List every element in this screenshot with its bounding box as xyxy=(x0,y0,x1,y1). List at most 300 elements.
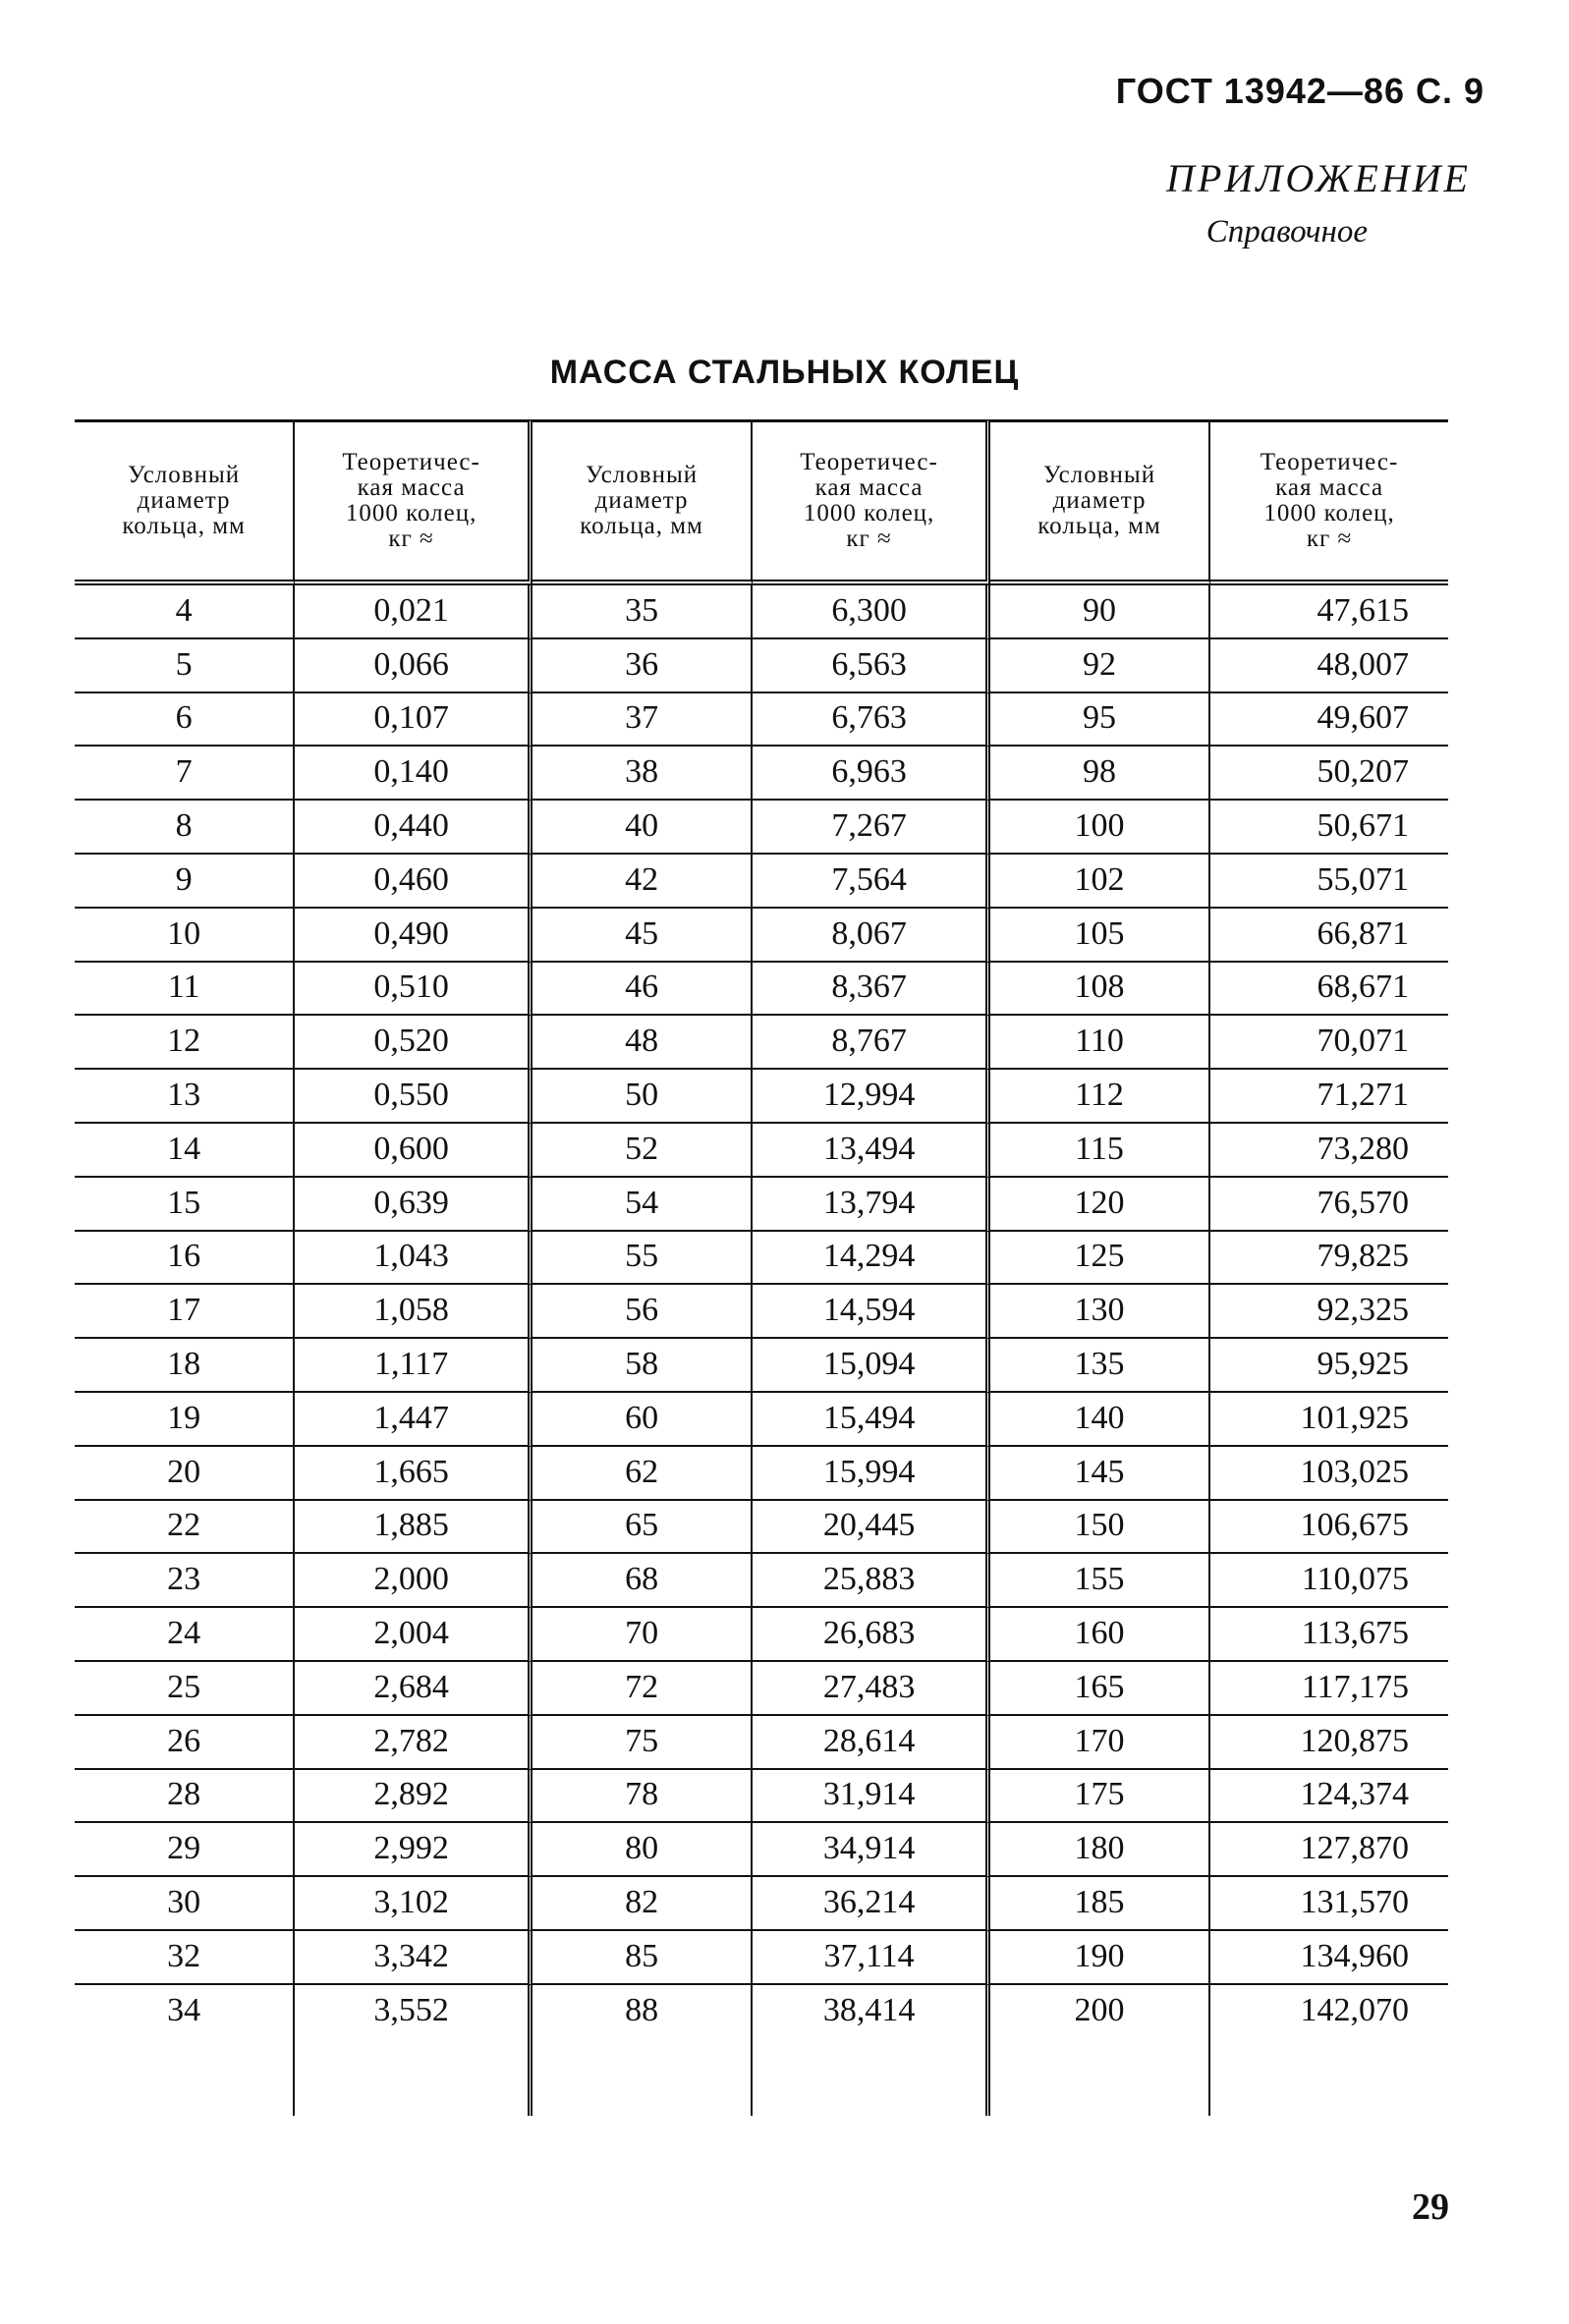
cell-mass xyxy=(753,1178,990,1232)
table-row xyxy=(75,1393,1448,1447)
cell-mass xyxy=(295,1608,532,1662)
cell-value: 0,066 xyxy=(373,645,449,683)
filler-cell xyxy=(295,2037,532,2116)
cell-value: 102 xyxy=(1074,860,1125,898)
cell-diameter xyxy=(75,1070,295,1124)
cell-mass xyxy=(753,801,990,855)
cell-value: 165 xyxy=(1074,1668,1125,1705)
cell-mass xyxy=(1210,909,1448,963)
cell-mass xyxy=(753,1608,990,1662)
cell-mass xyxy=(295,639,532,693)
header-mass xyxy=(1210,419,1448,585)
cell-value: 52 xyxy=(625,1130,659,1167)
table-row xyxy=(75,1662,1448,1716)
cell-mass xyxy=(295,1554,532,1608)
header-line: Теоретичес- xyxy=(342,449,480,475)
table-row xyxy=(75,1877,1448,1931)
cell-diameter xyxy=(990,1931,1210,1985)
cell-value: 78 xyxy=(625,1776,659,1813)
cell-value: 31,914 xyxy=(822,1776,916,1813)
cell-value: 22 xyxy=(167,1507,201,1544)
cell-value: 13,494 xyxy=(822,1130,916,1167)
cell-diameter xyxy=(990,801,1210,855)
cell-value: 0,639 xyxy=(373,1184,449,1221)
cell-diameter xyxy=(75,909,295,963)
cell-value: 110 xyxy=(1075,1023,1124,1060)
cell-mass xyxy=(295,1501,532,1555)
table-title: МАССА СТАЛЬНЫХ КОЛЕЦ xyxy=(549,354,1020,391)
cell-diameter xyxy=(75,747,295,801)
cell-value: 38,414 xyxy=(822,1991,916,2028)
cell-value: 2,992 xyxy=(373,1830,449,1867)
cell-value: 15,994 xyxy=(822,1453,916,1490)
cell-mass xyxy=(753,693,990,747)
cell-value: 85 xyxy=(625,1937,659,1974)
cell-value: 38 xyxy=(625,753,659,791)
table-row xyxy=(75,1501,1448,1555)
cell-value: 70,071 xyxy=(1317,1023,1409,1060)
cell-value: 0,021 xyxy=(373,591,449,629)
cell-value: 95,925 xyxy=(1317,1345,1409,1382)
cell-diameter xyxy=(990,1662,1210,1716)
cell-value: 14 xyxy=(167,1130,201,1167)
cell-mass xyxy=(295,1393,532,1447)
cell-mass xyxy=(295,1447,532,1501)
cell-value: 34 xyxy=(167,1991,201,2028)
cell-mass xyxy=(753,1662,990,1716)
table-row xyxy=(75,909,1448,963)
cell-value: 98 xyxy=(1083,753,1117,791)
cell-mass xyxy=(753,1124,990,1178)
cell-mass xyxy=(1210,1124,1448,1178)
table-row xyxy=(75,1178,1448,1232)
cell-value: 2,004 xyxy=(373,1614,449,1651)
cell-value: 2,892 xyxy=(373,1776,449,1813)
cell-diameter xyxy=(75,693,295,747)
table-body xyxy=(75,585,1448,2116)
cell-value: 48 xyxy=(625,1023,659,1060)
cell-mass xyxy=(753,1716,990,1770)
cell-value: 108 xyxy=(1074,968,1125,1006)
table-row xyxy=(75,747,1448,801)
cell-mass xyxy=(295,1716,532,1770)
table-row xyxy=(75,1823,1448,1877)
cell-value: 2,782 xyxy=(373,1722,449,1759)
cell-value: 50 xyxy=(625,1076,659,1113)
cell-diameter xyxy=(990,1770,1210,1824)
cell-value: 13 xyxy=(167,1076,201,1113)
cell-value: 6,563 xyxy=(831,645,907,683)
cell-mass xyxy=(753,963,990,1017)
cell-value: 28 xyxy=(167,1776,201,1813)
cell-mass xyxy=(295,963,532,1017)
cell-value: 88 xyxy=(625,1991,659,2028)
table-row xyxy=(75,1124,1448,1178)
cell-value: 7,564 xyxy=(831,860,907,898)
cell-mass xyxy=(1210,1178,1448,1232)
table-row xyxy=(75,1770,1448,1824)
header-line: кая масса xyxy=(1275,474,1384,501)
cell-value: 3,102 xyxy=(373,1883,449,1920)
cell-diameter xyxy=(532,801,753,855)
cell-value: 0,460 xyxy=(373,860,449,898)
cell-mass xyxy=(1210,639,1448,693)
header-line: кг ≈ xyxy=(846,526,892,552)
cell-value: 106,675 xyxy=(1300,1507,1409,1544)
cell-value: 71,271 xyxy=(1317,1076,1409,1113)
cell-mass xyxy=(1210,1985,1448,2037)
table-row xyxy=(75,1016,1448,1070)
cell-diameter xyxy=(532,585,753,639)
cell-value: 8,767 xyxy=(831,1023,907,1060)
cell-value: 92 xyxy=(1083,645,1117,683)
cell-value: 0,520 xyxy=(373,1023,449,1060)
cell-mass xyxy=(753,1285,990,1339)
cell-value: 26 xyxy=(167,1722,201,1759)
cell-diameter xyxy=(532,963,753,1017)
table-row xyxy=(75,1447,1448,1501)
cell-mass xyxy=(753,909,990,963)
cell-diameter xyxy=(532,639,753,693)
table-row xyxy=(75,639,1448,693)
cell-diameter xyxy=(75,1232,295,1286)
cell-value: 46 xyxy=(625,968,659,1006)
cell-diameter xyxy=(990,909,1210,963)
cell-value: 68 xyxy=(625,1561,659,1598)
cell-mass xyxy=(295,1016,532,1070)
cell-diameter xyxy=(75,1662,295,1716)
cell-mass xyxy=(1210,1285,1448,1339)
cell-diameter xyxy=(990,1554,1210,1608)
cell-diameter xyxy=(75,639,295,693)
cell-value: 131,570 xyxy=(1300,1883,1409,1920)
cell-diameter xyxy=(532,1770,753,1824)
cell-value: 95 xyxy=(1083,699,1117,737)
cell-mass xyxy=(1210,1716,1448,1770)
cell-value: 20,445 xyxy=(822,1507,916,1544)
table-row xyxy=(75,1608,1448,1662)
cell-diameter xyxy=(532,1016,753,1070)
cell-value: 190 xyxy=(1074,1937,1125,1974)
cell-diameter xyxy=(75,1339,295,1393)
cell-diameter xyxy=(75,1985,295,2037)
cell-diameter xyxy=(532,1931,753,1985)
cell-mass xyxy=(295,747,532,801)
cell-diameter xyxy=(532,1232,753,1286)
cell-diameter xyxy=(990,585,1210,639)
cell-mass xyxy=(295,1985,532,2037)
cell-value: 50,671 xyxy=(1317,806,1409,844)
cell-mass xyxy=(1210,1232,1448,1286)
cell-diameter xyxy=(75,585,295,639)
cell-diameter xyxy=(990,747,1210,801)
header-line: Условный xyxy=(1042,462,1156,488)
cell-value: 55 xyxy=(625,1238,659,1275)
cell-mass xyxy=(753,1393,990,1447)
cell-diameter xyxy=(990,1608,1210,1662)
table-row xyxy=(75,1554,1448,1608)
cell-value: 1,665 xyxy=(373,1453,449,1490)
cell-value: 50,207 xyxy=(1317,753,1409,791)
table-row xyxy=(75,855,1448,909)
cell-diameter xyxy=(532,1554,753,1608)
cell-diameter xyxy=(75,801,295,855)
cell-mass xyxy=(1210,801,1448,855)
cell-value: 37,114 xyxy=(823,1937,915,1974)
cell-value: 113,675 xyxy=(1301,1614,1409,1651)
cell-diameter xyxy=(75,1716,295,1770)
cell-value: 17 xyxy=(167,1292,201,1329)
table-row xyxy=(75,1070,1448,1124)
filler-cell xyxy=(753,2037,990,2116)
cell-diameter xyxy=(75,1178,295,1232)
cell-value: 75 xyxy=(625,1722,659,1759)
cell-value: 49,607 xyxy=(1317,699,1409,737)
cell-value: 72 xyxy=(625,1668,659,1705)
table-row xyxy=(75,1232,1448,1286)
cell-value: 11 xyxy=(167,968,200,1006)
cell-value: 28,614 xyxy=(822,1722,916,1759)
cell-mass xyxy=(295,585,532,639)
cell-value: 15,094 xyxy=(822,1345,916,1382)
cell-value: 5 xyxy=(175,645,193,683)
cell-value: 0,140 xyxy=(373,753,449,791)
cell-value: 55,071 xyxy=(1317,860,1409,898)
cell-diameter xyxy=(532,1716,753,1770)
table-row xyxy=(75,693,1448,747)
filler-cell xyxy=(1210,2037,1448,2116)
cell-mass xyxy=(1210,855,1448,909)
header-line: диаметр xyxy=(594,487,689,514)
cell-mass xyxy=(1210,1931,1448,1985)
cell-value: 112 xyxy=(1075,1076,1124,1113)
cell-diameter xyxy=(75,1124,295,1178)
cell-value: 25 xyxy=(167,1668,201,1705)
cell-value: 37 xyxy=(625,699,659,737)
cell-value: 56 xyxy=(625,1292,659,1329)
cell-value: 16 xyxy=(167,1238,201,1275)
cell-diameter xyxy=(990,1178,1210,1232)
cell-value: 15,494 xyxy=(822,1399,916,1436)
cell-mass xyxy=(1210,747,1448,801)
cell-value: 92,325 xyxy=(1317,1292,1409,1329)
header-line: 1000 колец, xyxy=(345,500,477,526)
cell-diameter xyxy=(532,693,753,747)
cell-diameter xyxy=(75,1501,295,1555)
cell-value: 4 xyxy=(175,591,193,629)
header-line: кольца, мм xyxy=(1037,513,1161,539)
cell-value: 2,684 xyxy=(373,1668,449,1705)
cell-diameter xyxy=(532,1985,753,2037)
cell-value: 6 xyxy=(175,699,193,737)
cell-value: 8 xyxy=(175,806,193,844)
cell-value: 79,825 xyxy=(1317,1238,1409,1275)
cell-value: 23 xyxy=(167,1561,201,1598)
cell-mass xyxy=(295,1339,532,1393)
cell-mass xyxy=(295,1931,532,1985)
cell-diameter xyxy=(990,1285,1210,1339)
cell-value: 134,960 xyxy=(1300,1937,1409,1974)
header-mass xyxy=(753,419,990,585)
header-mass xyxy=(295,419,532,585)
table-row xyxy=(75,963,1448,1017)
cell-mass xyxy=(753,1070,990,1124)
cell-value: 90 xyxy=(1083,591,1117,629)
cell-value: 185 xyxy=(1074,1883,1125,1920)
cell-value: 100 xyxy=(1074,806,1125,844)
cell-value: 58 xyxy=(625,1345,659,1382)
cell-value: 10 xyxy=(167,914,201,952)
cell-value: 127,870 xyxy=(1300,1830,1409,1867)
cell-diameter xyxy=(532,1501,753,1555)
cell-value: 42 xyxy=(625,860,659,898)
header-line: кая масса xyxy=(814,474,924,501)
cell-value: 120,875 xyxy=(1300,1722,1409,1759)
cell-value: 14,594 xyxy=(822,1292,916,1329)
cell-mass xyxy=(1210,1608,1448,1662)
cell-value: 2,000 xyxy=(373,1561,449,1598)
cell-value: 27,483 xyxy=(822,1668,916,1705)
cell-diameter xyxy=(75,1770,295,1824)
cell-value: 135 xyxy=(1074,1345,1125,1382)
cell-mass xyxy=(295,801,532,855)
cell-value: 155 xyxy=(1074,1561,1125,1598)
cell-diameter xyxy=(990,1716,1210,1770)
header-diameter xyxy=(75,419,295,585)
cell-value: 175 xyxy=(1074,1776,1125,1813)
cell-mass xyxy=(753,639,990,693)
cell-diameter xyxy=(532,1339,753,1393)
cell-mass xyxy=(753,1985,990,2037)
cell-value: 160 xyxy=(1074,1614,1125,1651)
cell-value: 48,007 xyxy=(1317,645,1409,683)
cell-value: 103,025 xyxy=(1300,1453,1409,1490)
mass-table xyxy=(75,419,1448,2116)
cell-mass xyxy=(295,1877,532,1931)
table-row xyxy=(75,585,1448,639)
cell-diameter xyxy=(75,1447,295,1501)
cell-value: 200 xyxy=(1074,1991,1125,2028)
header-line: кг ≈ xyxy=(388,526,434,552)
cell-mass xyxy=(295,693,532,747)
cell-mass xyxy=(1210,1877,1448,1931)
cell-diameter xyxy=(990,963,1210,1017)
cell-mass xyxy=(1210,1447,1448,1501)
cell-diameter xyxy=(532,909,753,963)
cell-value: 82 xyxy=(625,1883,659,1920)
cell-value: 130 xyxy=(1074,1292,1125,1329)
header-line: диаметр xyxy=(1052,487,1147,514)
header-line: диаметр xyxy=(137,487,231,514)
cell-value: 125 xyxy=(1074,1238,1125,1275)
cell-mass xyxy=(295,1070,532,1124)
cell-mass xyxy=(1210,963,1448,1017)
cell-value: 62 xyxy=(625,1453,659,1490)
header-diameter xyxy=(532,419,753,585)
cell-value: 3,342 xyxy=(373,1937,449,1974)
cell-mass xyxy=(1210,1501,1448,1555)
cell-mass xyxy=(753,1823,990,1877)
cell-value: 115 xyxy=(1075,1130,1124,1167)
cell-value: 0,510 xyxy=(373,968,449,1006)
appendix-subtitle: Справочное xyxy=(1205,214,1368,249)
cell-value: 0,490 xyxy=(373,914,449,952)
cell-diameter xyxy=(990,1985,1210,2037)
cell-value: 68,671 xyxy=(1317,968,1409,1006)
cell-diameter xyxy=(990,1339,1210,1393)
cell-value: 36 xyxy=(625,645,659,683)
filler-cell xyxy=(990,2037,1210,2116)
cell-diameter xyxy=(990,1823,1210,1877)
cell-value: 1,117 xyxy=(373,1345,449,1382)
cell-diameter xyxy=(75,1554,295,1608)
cell-value: 6,763 xyxy=(831,699,907,737)
cell-diameter xyxy=(990,1393,1210,1447)
cell-value: 12,994 xyxy=(822,1076,916,1113)
cell-value: 18 xyxy=(167,1345,201,1382)
cell-mass xyxy=(1210,1662,1448,1716)
mass-table-container xyxy=(75,419,1448,2116)
appendix-title: ПРИЛОЖЕНИЕ xyxy=(1166,156,1471,200)
cell-mass xyxy=(295,1232,532,1286)
cell-value: 105 xyxy=(1074,914,1125,952)
header-diameter xyxy=(990,419,1210,585)
cell-mass xyxy=(753,1931,990,1985)
cell-diameter xyxy=(75,1393,295,1447)
page-number: 29 xyxy=(1412,2186,1449,2228)
cell-mass xyxy=(295,1662,532,1716)
cell-value: 0,440 xyxy=(373,806,449,844)
cell-diameter xyxy=(75,1285,295,1339)
cell-value: 140 xyxy=(1074,1399,1125,1436)
cell-diameter xyxy=(75,855,295,909)
cell-diameter xyxy=(532,1124,753,1178)
cell-mass xyxy=(753,747,990,801)
cell-diameter xyxy=(532,1608,753,1662)
cell-diameter xyxy=(990,1877,1210,1931)
cell-mass xyxy=(295,909,532,963)
table-row xyxy=(75,1285,1448,1339)
cell-mass xyxy=(295,1178,532,1232)
cell-value: 15 xyxy=(167,1184,201,1221)
cell-mass xyxy=(1210,1070,1448,1124)
table-header-row xyxy=(75,419,1448,585)
cell-value: 1,058 xyxy=(373,1292,449,1329)
cell-diameter xyxy=(990,693,1210,747)
cell-value: 25,883 xyxy=(822,1561,916,1598)
header-line: 1000 колец, xyxy=(1263,500,1395,526)
cell-diameter xyxy=(75,1016,295,1070)
cell-diameter xyxy=(532,1285,753,1339)
cell-value: 120 xyxy=(1074,1184,1125,1221)
cell-mass xyxy=(295,1823,532,1877)
cell-mass xyxy=(295,1124,532,1178)
header-line: кольца, мм xyxy=(580,513,703,539)
cell-value: 13,794 xyxy=(822,1184,916,1221)
cell-value: 19 xyxy=(167,1399,201,1436)
cell-value: 45 xyxy=(625,914,659,952)
cell-value: 70 xyxy=(625,1614,659,1651)
cell-mass xyxy=(295,1770,532,1824)
cell-value: 20 xyxy=(167,1453,201,1490)
cell-diameter xyxy=(532,1178,753,1232)
cell-value: 150 xyxy=(1074,1507,1125,1544)
cell-value: 65 xyxy=(625,1507,659,1544)
cell-diameter xyxy=(75,1931,295,1985)
cell-value: 26,683 xyxy=(822,1614,916,1651)
filler-cell xyxy=(75,2037,295,2116)
cell-value: 40 xyxy=(625,806,659,844)
